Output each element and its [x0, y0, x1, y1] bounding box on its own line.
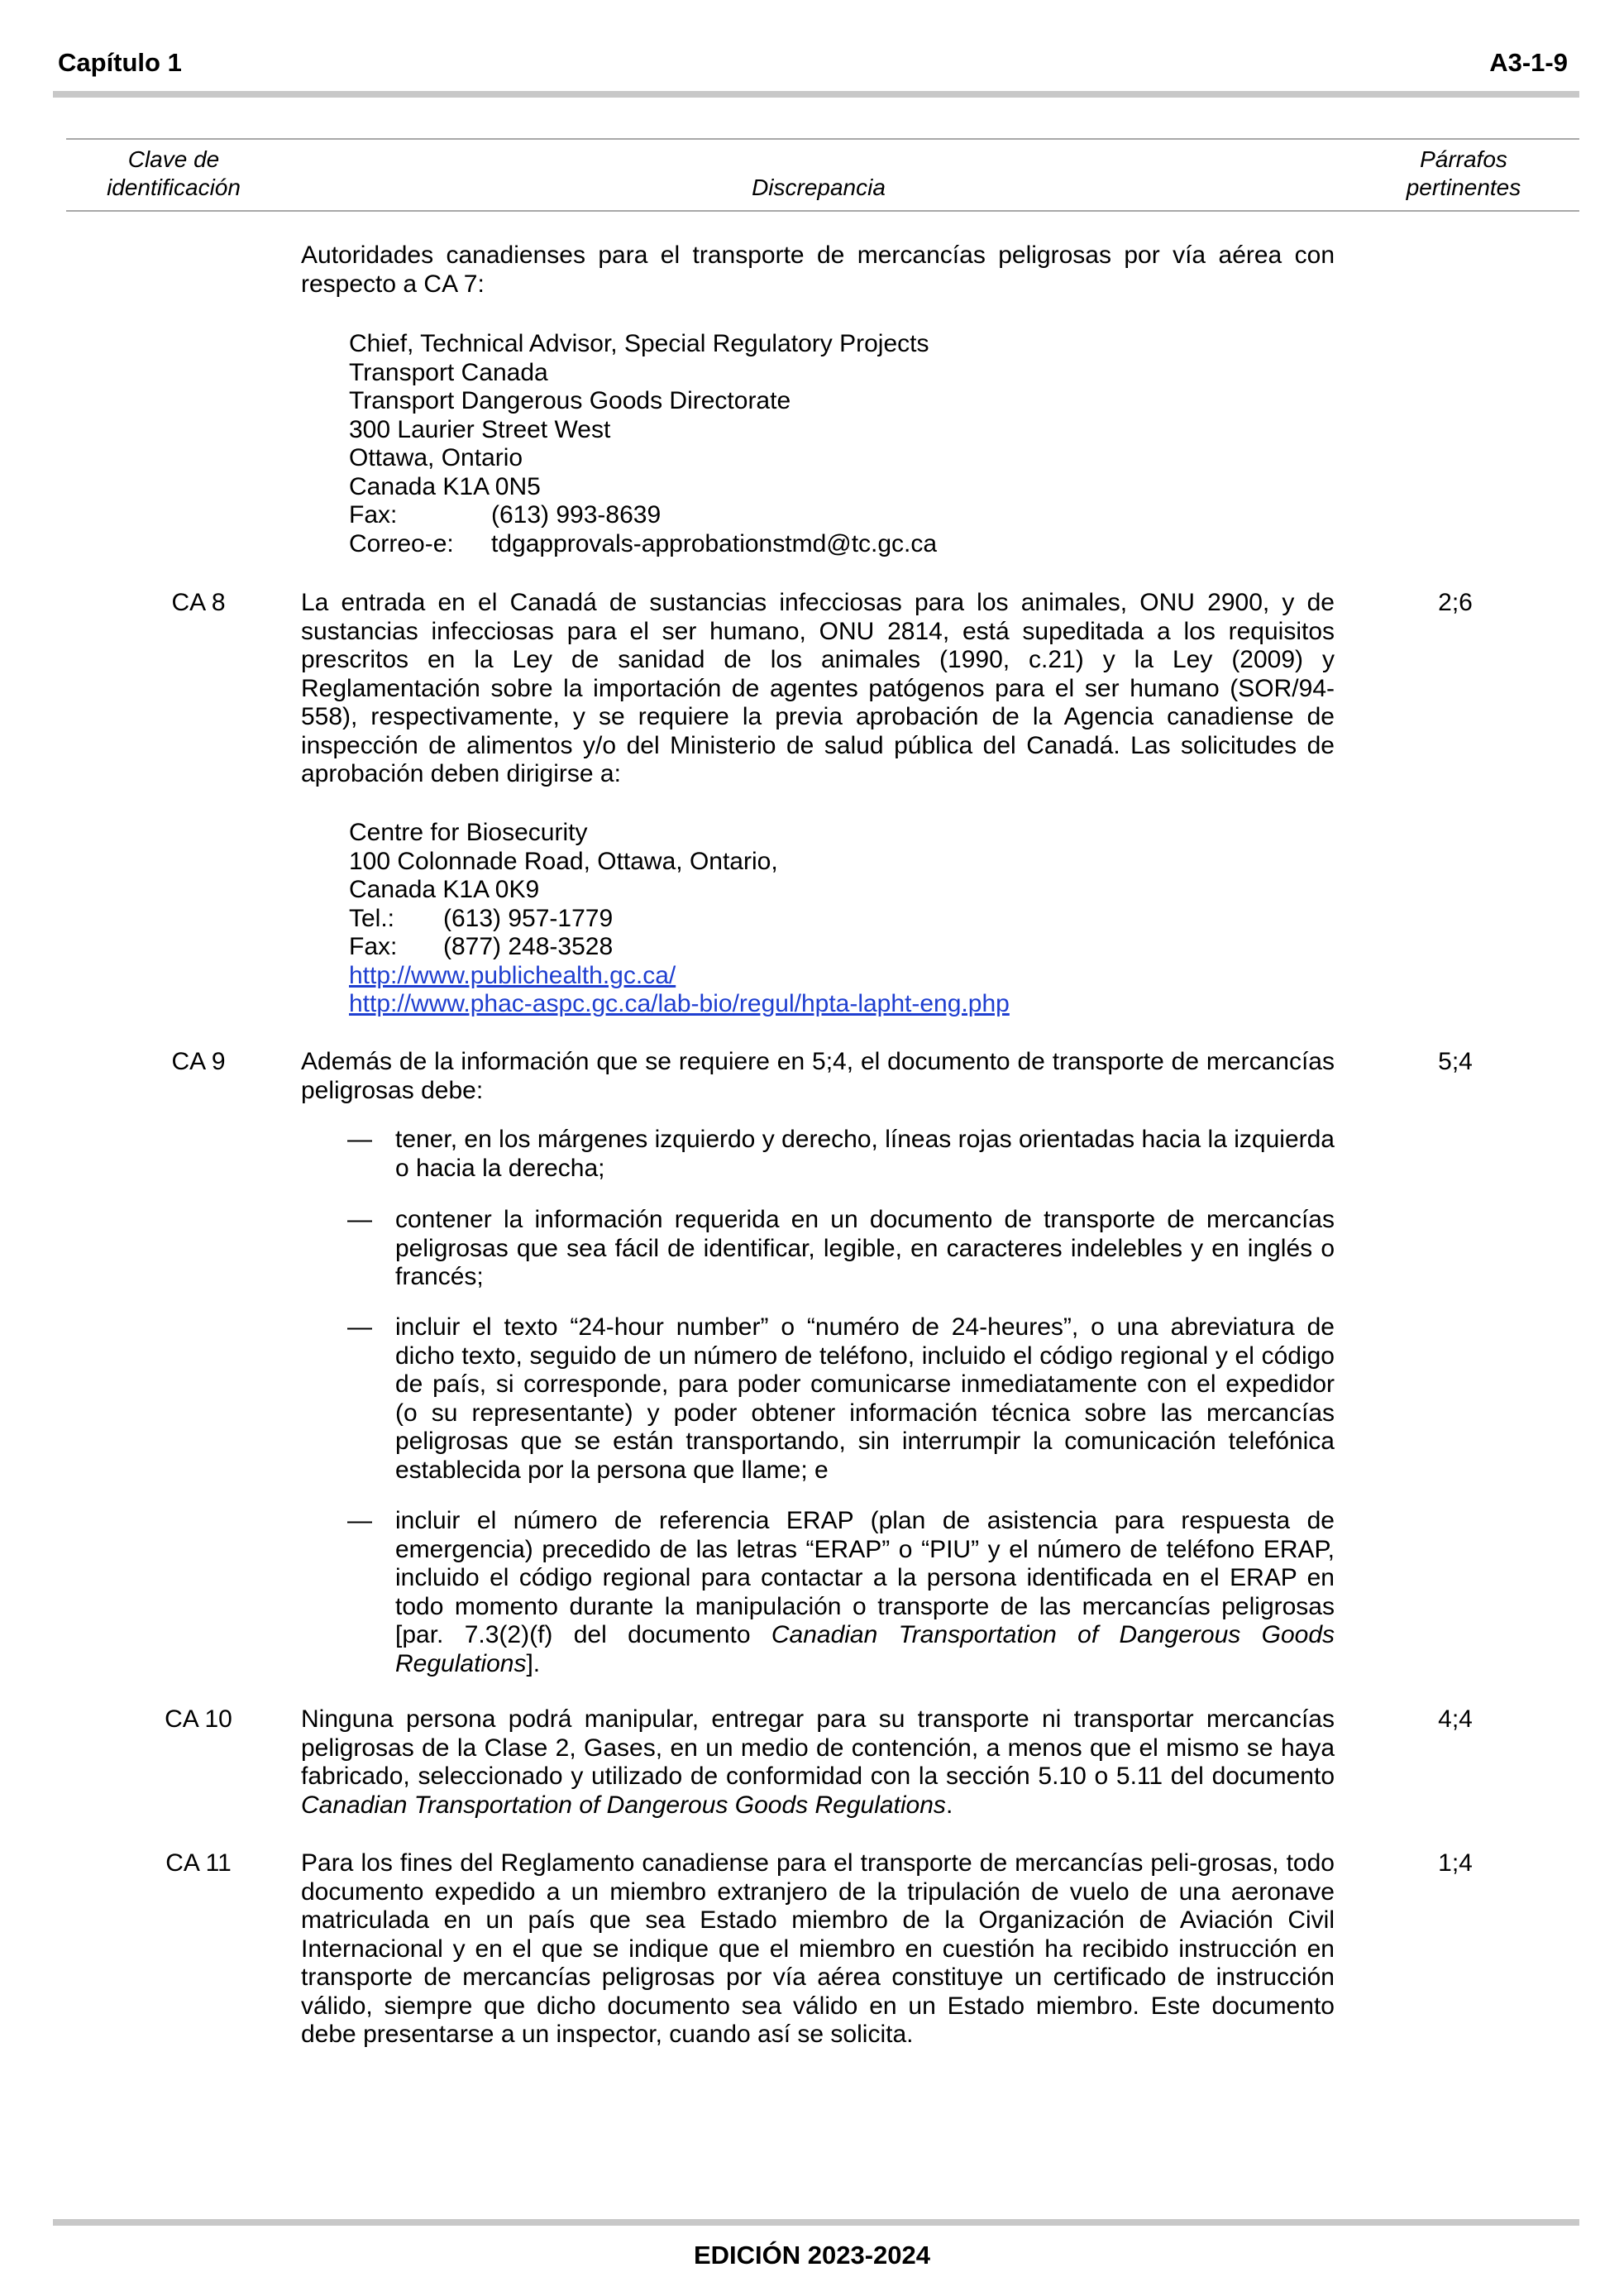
key-ca10: CA 10	[165, 1705, 232, 1733]
refs-ca11: 1;4	[1438, 1849, 1473, 1877]
column-header-key: Clave de identificación	[107, 146, 241, 200]
intro-address: Chief, Technical Advisor, Special Regulatory Projects Transport Canada Transport Dangerous Goods Directorate 300 Laurier Street West Ottawa, Ontario Canada K1A 0N5 Fax: (613) 993-8639 Correo-e: tdgapprovals-approbationstmd@tc.gc.ca	[349, 330, 938, 557]
intro-text: Autoridades canadienses para el transporte de mercancías peligrosas por vía aérea con respecto a CA 7:	[301, 242, 1335, 298]
key-ca11: CA 11	[165, 1849, 232, 1877]
list-item: — contener la información requerida en un documento de transporte de mercancías peligrosas que sea fácil de identificar, legible, en caracteres indelebles y en inglés o francés;	[347, 1206, 1335, 1290]
email-address: tdgapprovals-approbationstmd@tc.gc.ca	[491, 529, 938, 557]
footer-rule	[53, 2219, 1579, 2226]
list-item: — incluir el texto “24-hour number” o “numéro de 24-heures”, o una abreviatura de dicho texto, seguido de un número de teléfono, incluido el código regional y el código de país, si corresponde, para poder comunicarse inmediatamente con el expedidor (o su representante) y poder obtener información técnica sobre las mercancías peligrosas que se están transportando, sin interrumpir la comunicación telefónica establecida por la persona que llame; e	[347, 1313, 1335, 1484]
refs-ca9: 5;4	[1438, 1048, 1473, 1075]
column-header-discrepancy: Discrepancia	[752, 175, 886, 200]
page-number: A3-1-9	[1489, 48, 1568, 77]
ca9-text: Además de la información que se requiere en 5;4, el documento de transporte de mercancías peligrosas debe:	[301, 1048, 1335, 1104]
edition-footer: EDICIÓN 2023-2024	[693, 2241, 931, 2270]
refs-ca10: 4;4	[1438, 1705, 1473, 1733]
key-ca8: CA 8	[171, 589, 226, 616]
ca11-text: Para los fines del Reglamento canadiense para el transporte de mercancías peli-grosas, todo documento expedido a un miembro extranjero de la tripulación de vuelo de una aeronave matriculada en un país que sea Estado miembro de la Organización de Aviación Civil Internacional y en el que se indique que el miembro en cuestión ha recibido instrucción en transporte de mercancías peligrosas por vía aérea constituye un certificado de instrucción válido, siempre que dicho documento sea válido en un Estado miembro. Este documento debe presentarse a un inspector, cuando así se solicita.	[301, 1849, 1335, 2048]
list-item: — incluir el número de referencia ERAP (plan de asistencia para respuesta de emergencia) precedido de las letras “ERAP” o “PIU” y el número de teléfono ERAP, incluido el código regional para contactar a la persona identificada en el ERAP en todo momento durante la manipulación o transporte de las mercancías peligrosas [par. 7.3(2)(f) del documento Canadian Transportation of Dangerous Goods Regulations].	[347, 1507, 1335, 1677]
table-header-rule	[66, 210, 1579, 212]
chapter-title: Capítulo 1	[58, 48, 182, 77]
ca10-text: Ninguna persona podrá manipular, entregar para su transporte ni transportar mercancías peligrosas de la Clase 2, Gases, en un medio de contención, a menos que el mismo se haya fabricado, seleccionado y utilizado de conformidad con la sección 5.10 o 5.11 del documento Canadian Transportation of Dangerous Goods Regulations.	[301, 1705, 1335, 1819]
column-header-references: Párrafos pertinentes	[1406, 146, 1521, 200]
link-phac-aspc[interactable]: http://www.phac-aspc.gc.ca/lab-bio/regul/hpta-lapht-eng.php	[349, 990, 1010, 1017]
refs-ca8: 2;6	[1438, 589, 1473, 616]
key-ca9: CA 9	[171, 1048, 226, 1075]
table-top-rule	[66, 138, 1579, 140]
link-publichealth[interactable]: http://www.publichealth.gc.ca/	[349, 961, 676, 989]
list-item: — tener, en los márgenes izquierdo y derecho, líneas rojas orientadas hacia la izquierda o hacia la derecha;	[347, 1126, 1335, 1182]
ca8-address: Centre for Biosecurity 100 Colonnade Road, Ottawa, Ontario, Canada K1A 0K9 Tel.: (613) 957-1779 Fax: (877) 248-3528 http://www.publichealth.gc.ca/ http://www.phac-aspc.gc.ca/lab-bio/regul/hpta-lapht-eng.php	[349, 819, 1010, 1017]
ca8-text: La entrada en el Canadá de sustancias infecciosas para los animales, ONU 2900, y de sustancias infecciosas para el ser humano, ONU 2814, está supeditada a los requisitos prescritos en la Ley de sanidad de los animales (1990, c.21) y la Ley (2009) y Reglamentación sobre la importación de agentes patógenos para el ser humano (SOR/94-558), respectivamente, y se requiere la previa aprobación de la Agencia canadiense de inspección de alimentos y/o del Ministerio de salud pública del Canadá. Las solicitudes de aprobación deben dirigirse a:	[301, 589, 1335, 787]
header-rule	[53, 91, 1579, 98]
